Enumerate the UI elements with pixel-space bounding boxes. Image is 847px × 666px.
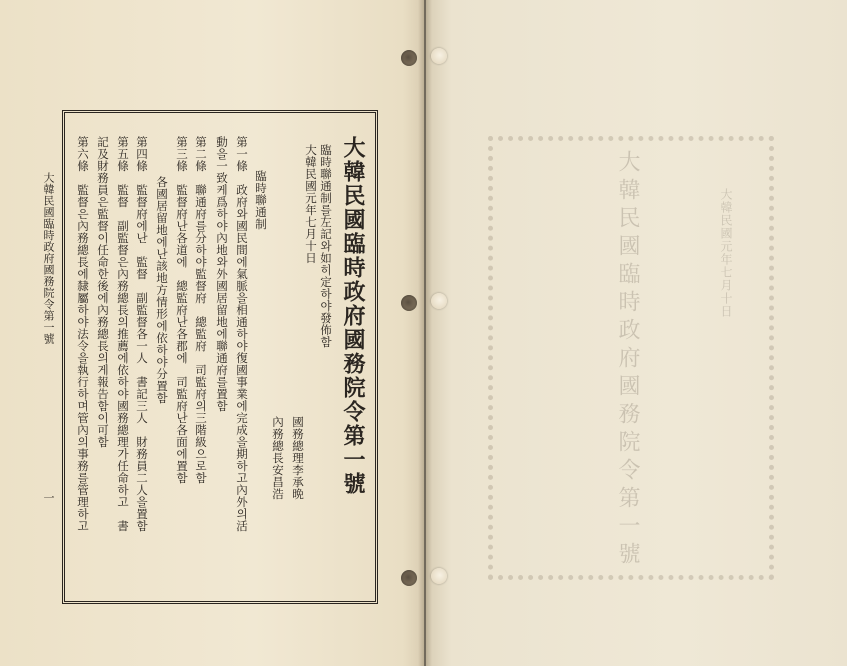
article-line: 第一條 政府와國民間에氣脈을相通하야復國事業에完成을期하고內外의活 [235, 136, 249, 532]
binding-hole [431, 568, 447, 584]
bleed-through-title: 大韓民國臨時政府國務院令第一號 [615, 150, 640, 570]
article-line: 第三條 監督府난各道에 總監府난各郡에 司監府난各面에置함 [175, 136, 189, 484]
signatory-home-minister: 內務總長安昌浩 [271, 416, 285, 500]
article-line: 第五條 監督 副監督은內務總長의推薦에依하야國務總理가任命하고 書 [116, 136, 130, 532]
binding-hole [431, 48, 447, 64]
article-line: 記及財務員은監督이任命한後에內務總長의게報告함이可함 [96, 136, 110, 448]
issue-date: 大韓民國元年七月十日 [304, 144, 318, 264]
page-number: 一 [42, 492, 55, 504]
section-heading: 臨時聯通制 [254, 170, 268, 230]
binding-hole [401, 570, 417, 586]
preamble: 臨時聯通制를左記와如히定하야發佈함 [319, 144, 333, 348]
article-line: 各國居留地에난該地方情形에依하야分置함 [155, 176, 169, 404]
binding-hole [431, 293, 447, 309]
article-line: 第六條 監督은內務總長에隸屬하야法令을執行하며管內의事務를管理하고 [76, 136, 90, 532]
margin-title: 大韓民國臨時政府國務院令第一號 [42, 172, 55, 345]
binding-hole [401, 50, 417, 66]
bleed-through-date: 大韓民國元年七月十日 [719, 188, 733, 318]
article-line: 第二條 聯通府를分하야監督府 總監府 司監府의三階級으로함 [194, 136, 208, 484]
binding-hole [401, 295, 417, 311]
binding-gutter [418, 0, 432, 666]
article-line: 第四條 監督府에난 監督 副監督各一人 書記三人 財務員二人을置함 [135, 136, 149, 532]
article-line: 動을一致케爲하야內地와外國居留地에聯通府를置함 [215, 136, 229, 412]
document-title: 大韓民國臨時政府國務院令第一號 [340, 136, 366, 496]
signatory-prime-minister: 國務總理李承晩 [291, 416, 305, 500]
